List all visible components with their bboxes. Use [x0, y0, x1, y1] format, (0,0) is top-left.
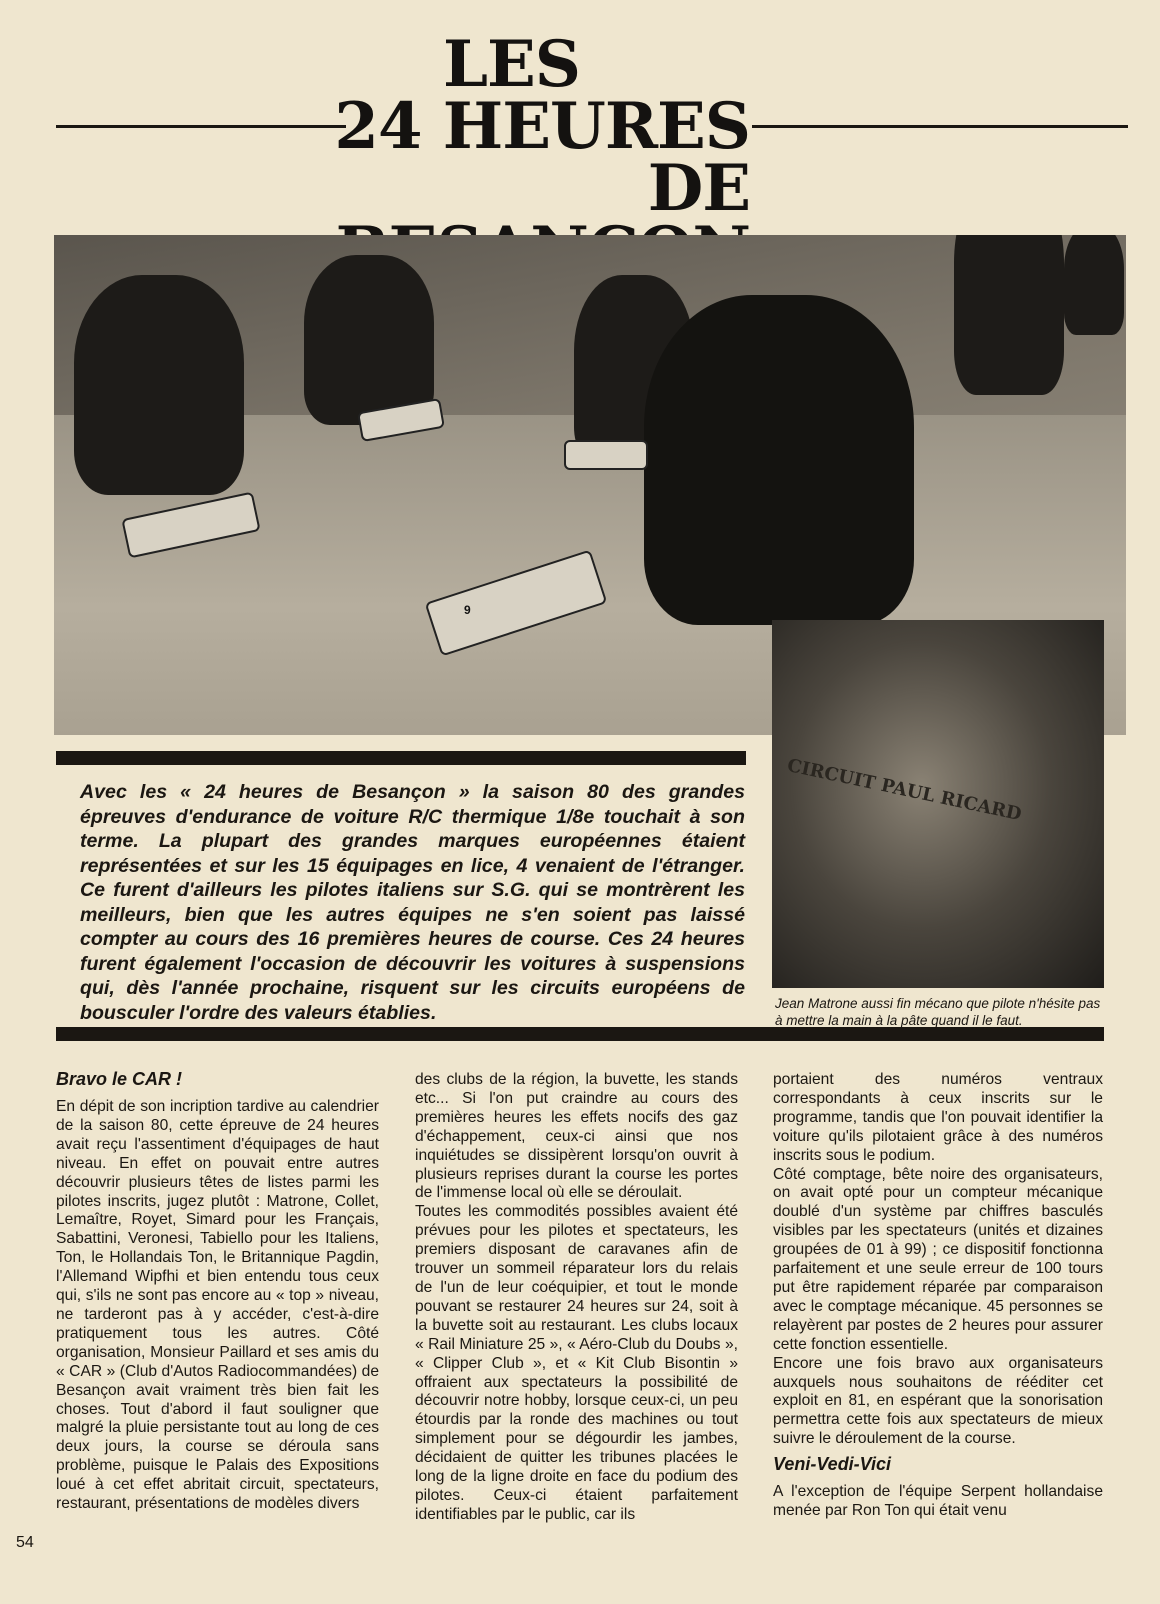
lead-bottom-bar: [56, 1027, 1104, 1041]
column-3-paragraph-3: Encore une fois bravo aux organisateurs auxquels nous souhaitons de rééditer cet exploit en 81, en espérant que la sonorisation permettra cette fois aux spectateurs de mieux suivre le déroulement de la course.: [773, 1354, 1103, 1448]
section-heading-bravo: Bravo le CAR !: [56, 1069, 183, 1089]
photo-figure-2: [304, 255, 434, 425]
column-3-paragraph-2: Côté comptage, bête noire des organisateurs, on avait opté pour un compteur mécanique doublé d'un système par chiffres basculés visibles par les spectateurs (unités et dizaines groupées de 01 à 99) ; ce dispositif fonctionna parfaitement et une seule erreur de 100 tours put être rapidement réparée par comparaison avec le comptage mécanique. 45 personnes se relayèrent par postes de 2 heures pour assurer cette fonction essentielle.: [773, 1165, 1103, 1353]
title-rule-right: [752, 125, 1128, 128]
title-line-2: 24 HEURES: [334, 89, 750, 164]
lead-paragraph: Avec les « 24 heures de Besançon » la saison 80 des grandes épreuves d'endurance de voiture R/C thermique 1/8e touchait à son terme. La plupart des grandes marques européennes étaient représentées et sur les 15 équipages en lice, 4 venaient de l'étranger. Ce furent d'ailleurs les pilotes italiens sur S.G. qui se montrèrent les meilleurs, bien que les autres équipes ne s'en soient pas laissé compter au cours des 16 premières heures de course. Ces 24 heures furent également l'occasion de découvrir les voitures à suspensions qui, dès l'année prochaine, risquent sur les circuits européens de bousculer l'ordre des valeurs établies.: [80, 781, 745, 1024]
page-number: 54: [16, 1534, 34, 1551]
column-3-paragraph-1: portaient des numéros ventraux correspondants à ceux inscrits sur le programme, tandis que l'on pouvait identifier la voiture qu'ils pilotaient grâce à des numéros inscrits sous le podium.: [773, 1071, 1103, 1164]
column-1: [56, 1068, 379, 1514]
photo-figure-5: [954, 235, 1064, 395]
photo-car-number: 9: [464, 603, 471, 617]
title-line-1: LES: [443, 27, 580, 102]
photo-figure-1: [74, 275, 244, 495]
photo-figure-6: [1064, 235, 1124, 335]
mechanics-inset-photo: [772, 620, 1104, 988]
column-3-paragraph-4: A l'exception de l'équipe Serpent hollandaise menée par Ron Ton qui était venu: [773, 1483, 1103, 1520]
photo-caption: Jean Matrone aussi fin mécano que pilote n'hésite pas à mettre la main à la pâte quand il le faut.: [775, 996, 1101, 1028]
column-3: [773, 1071, 1103, 1521]
column-2-paragraph-1: des clubs de la région, la buvette, les stands etc... Si l'on put craindre au cours des premières heures les effets nocifs des gaz d'échappement, ceux-ci ainsi que nos inquiétudes se dissipèrent lorsqu'on ouvrit à plusieurs reprises durant la course les portes de l'immense local où elle se déroulait.: [415, 1071, 738, 1202]
photo-figure-4: [644, 295, 914, 625]
column-1-text: En dépit de son incription tardive au calendrier de la saison 80, cette épreuve de 24 heures avait reçu l'assentiment d'équipages de haut niveau. En effet on pouvait entre autres découvrir plusieurs têtes de listes parmi les pilotes inscrits, jugez plutôt : Matrone, Collet, Lemaître, Royet, Simard pour les Français, Sabattini, Veronesi, Tabiello pour les Italiens, Ton, le Hollandais Ton, le Britannique Pagdin, l'Allemand Wipfhi et bien entendu tous ceux qui, s'ils ne sont pas encore au « top » niveau, ne tarderont pas à y accéder, c'est-à-dire pratiquement tous les autres. Côté organisation, Monsieur Paillard et ses amis du « CAR » (Club d'Autos Radiocommandées) de Besançon avait vraiment très bien fait les choses. Tout d'abord il faut souligner que malgré la pluie persistante tout au long de ces deux jours, la course se déroula sans problème, puisque le Palais des Expositions loué à cet effet abritait circuit, spectateurs, restaurant, présentations de modèles divers: [56, 1098, 379, 1513]
photo-car-3: [564, 440, 648, 470]
section-heading-veni: Veni-Vedi-Vici: [773, 1454, 892, 1475]
lead-top-bar: [56, 751, 746, 765]
column-2-paragraph-2: Toutes les commodités possibles avaient été prévues pour les pilotes et spectateurs, les premiers disposant de caravanes afin de trouver un sommeil réparateur lors du relais de l'un de leur coéquipier, et tout le monde pouvant se restaurer 24 heures sur 24, soit à la buvette soit au restaurant. Les clubs locaux « Rail Miniature 25 », « Aéro-Club du Doubs », « Clipper Club », et « Kit Club Bisontin » offraient aux spectateurs la possibilité de découvrir notre hobby, lorsque ceux-ci, un peu étourdis par la ronde des machines ou tout simplement pour se dégourdir les jambes, décidaient de quitter les tribunes placées le long de la ligne droite en face du podium des pilotes. Ceux-ci étaient parfaitement identifiables par le public, car ils: [415, 1203, 738, 1523]
title-line-3: DE: [647, 151, 750, 226]
column-2: [415, 1071, 738, 1525]
photo-shirt-text: CIRCUIT PAUL RICARD: [785, 754, 1024, 826]
